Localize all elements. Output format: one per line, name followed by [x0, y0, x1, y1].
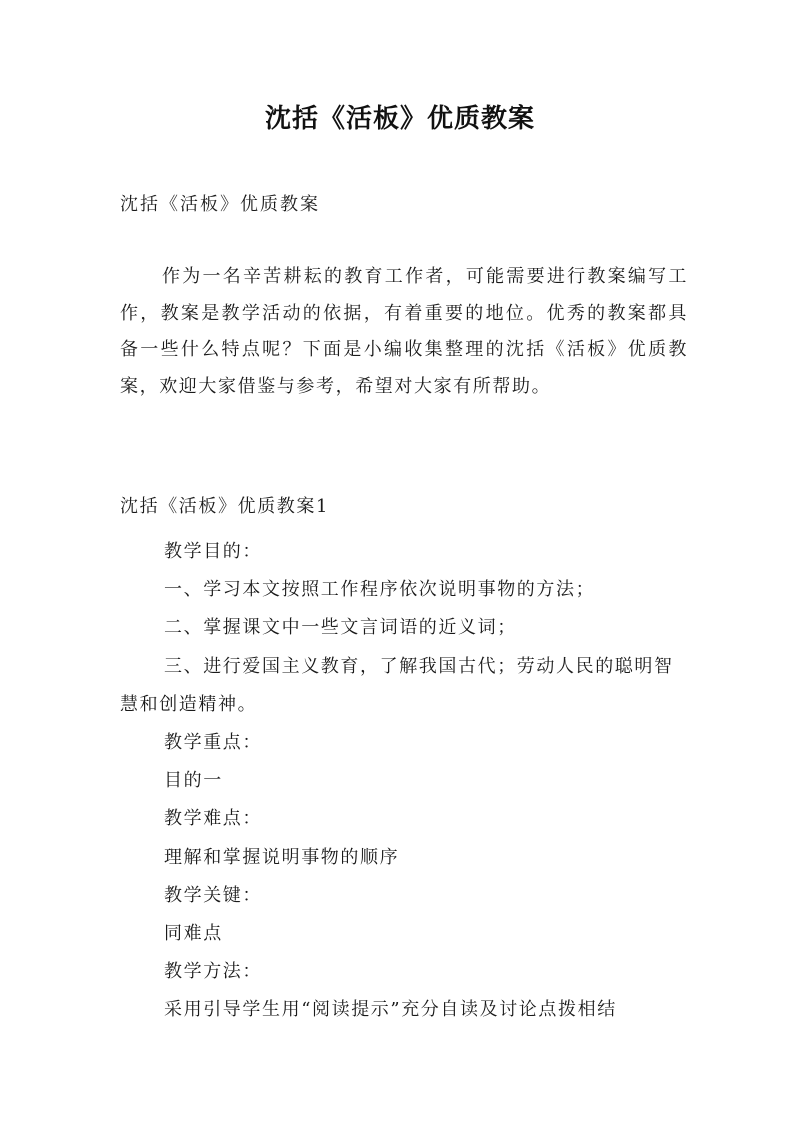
body-line: 理解和掌握说明事物的顺序	[164, 846, 400, 868]
body-line: 三、进行爱国主义教育，了解我国古代；劳动人民的聪明智慧和创造精神。	[120, 655, 674, 715]
section-heading: 沈括《活板》优质教案1	[120, 496, 330, 517]
document-subtitle: 沈括《活板》优质教案	[120, 194, 320, 215]
body-line: 同难点	[164, 923, 223, 945]
body-line: 教学方法：	[164, 961, 262, 983]
body-line: 一、学习本文按照工作程序依次说明事物的方法；	[164, 579, 596, 601]
document-title: 沈括《活板》优质教案	[264, 104, 535, 134]
body-line: 教学关键：	[164, 884, 262, 906]
intro-paragraph: 作为一名辛苦耕耘的教育工作者，可能需要进行教案编写工作，教案是教学活动的依据，有着重要的地位。优秀的教案都具备一些什么特点呢？下面是小编收集整理的沈括《活板》优质教案，欢迎大家借鉴与参考，希望对大家有所帮助。	[120, 266, 688, 397]
body-line: 采用引导学生用“阅读提示”充分自读及讨论点拨相结	[164, 999, 617, 1021]
section-body	[120, 533, 680, 1030]
body-line: 目的一	[164, 770, 223, 792]
body-line: 二、掌握课文中一些文言词语的近义词；	[164, 617, 517, 639]
body-line: 教学难点：	[164, 808, 262, 830]
body-line: 教学重点：	[164, 732, 262, 754]
body-line: 教学目的：	[164, 541, 262, 562]
